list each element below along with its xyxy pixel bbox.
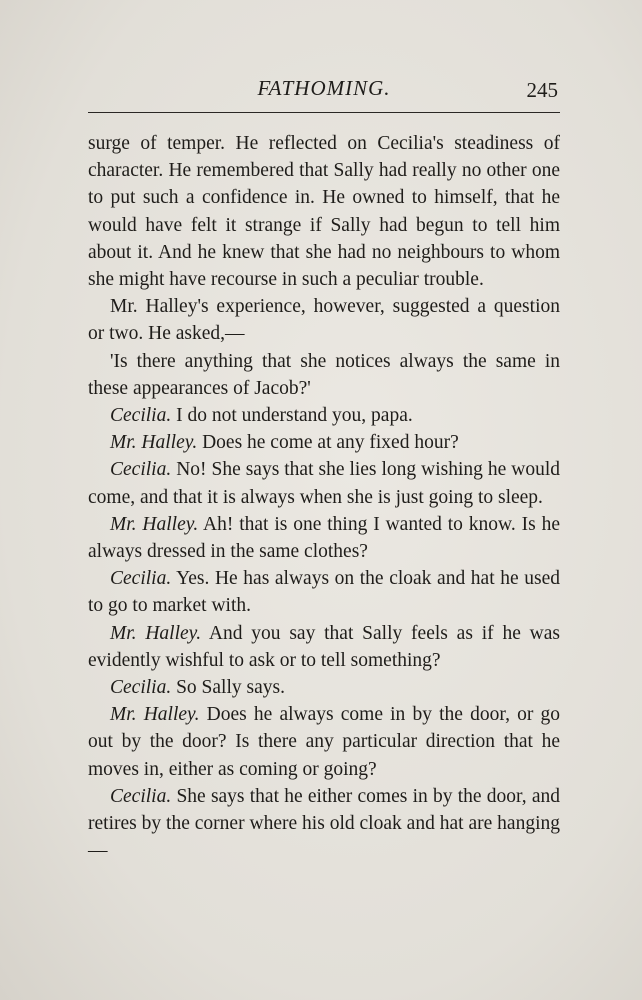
dialogue-line	[88, 565, 560, 619]
body-text	[88, 130, 560, 864]
speaker-name: Cecilia.	[110, 568, 172, 590]
dialogue-text: No! She says that she lies long wishing he would come, and that it is always when she is just going to sleep.	[88, 459, 560, 508]
dialogue-text: Yes. He has always on the cloak and hat he used to go to market with.	[88, 568, 560, 617]
paragraph-text: surge of temper. He reflected on Cecilia's steadiness of character. He remembered that Sally had really no other one to put such a confidence in. He owned to himself, that he would have felt it strange if Sally had begun to tell him about it. And he knew that she had no neighbours to whom she might have recourse in such a peculiar trouble.	[88, 133, 560, 291]
paragraph	[88, 130, 560, 293]
speaker-name: Cecilia.	[110, 677, 172, 699]
dialogue-text: Does he always come in by the door, or go out by the door? Is there any particular direction that he moves in, either as coming or going?	[88, 704, 561, 780]
speaker-name: Cecilia.	[110, 785, 172, 807]
dialogue-text: She says that he either comes in by the door, and retires by the corner where his old cloak and hat are hanging—	[88, 785, 561, 862]
header-rule	[88, 112, 560, 113]
speaker-name: Mr. Halley.	[110, 704, 200, 726]
dialogue-text: And you say that Sally feels as if he was evidently wishful to ask or to tell something?	[88, 622, 560, 671]
dialogue-line	[88, 701, 560, 783]
page-header	[88, 76, 560, 104]
speaker-name: Mr. Halley.	[110, 513, 199, 535]
dialogue-line	[88, 620, 560, 674]
dialogue-line	[88, 674, 560, 701]
dialogue-line	[88, 456, 560, 510]
paragraph	[88, 348, 560, 402]
speaker-name: Cecilia.	[110, 459, 172, 481]
dialogue-line	[88, 783, 560, 865]
dialogue-line	[88, 402, 560, 429]
running-title: FATHOMING.	[257, 76, 391, 100]
paragraph	[88, 293, 560, 347]
speaker-name: Mr. Halley.	[110, 622, 202, 644]
dialogue-text: Does he come at any fixed hour?	[202, 432, 459, 454]
dialogue-text: I do not understand you, papa.	[176, 405, 413, 427]
page-number: 245	[526, 78, 558, 102]
speaker-name: Cecilia.	[110, 405, 172, 427]
speaker-name: Mr. Halley.	[110, 432, 198, 454]
paragraph-text: Mr. Halley's experience, however, suggested a question or two. He asked,—	[88, 296, 560, 345]
dialogue-line	[88, 511, 560, 565]
paragraph-text: 'Is there anything that she notices always the same in these appearances of Jacob?'	[88, 350, 560, 399]
dialogue-text: Ah! that is one thing I wanted to know. Is he always dressed in the same clothes?	[88, 513, 560, 563]
dialogue-line	[88, 429, 560, 456]
dialogue-text: So Sally says.	[176, 677, 285, 699]
